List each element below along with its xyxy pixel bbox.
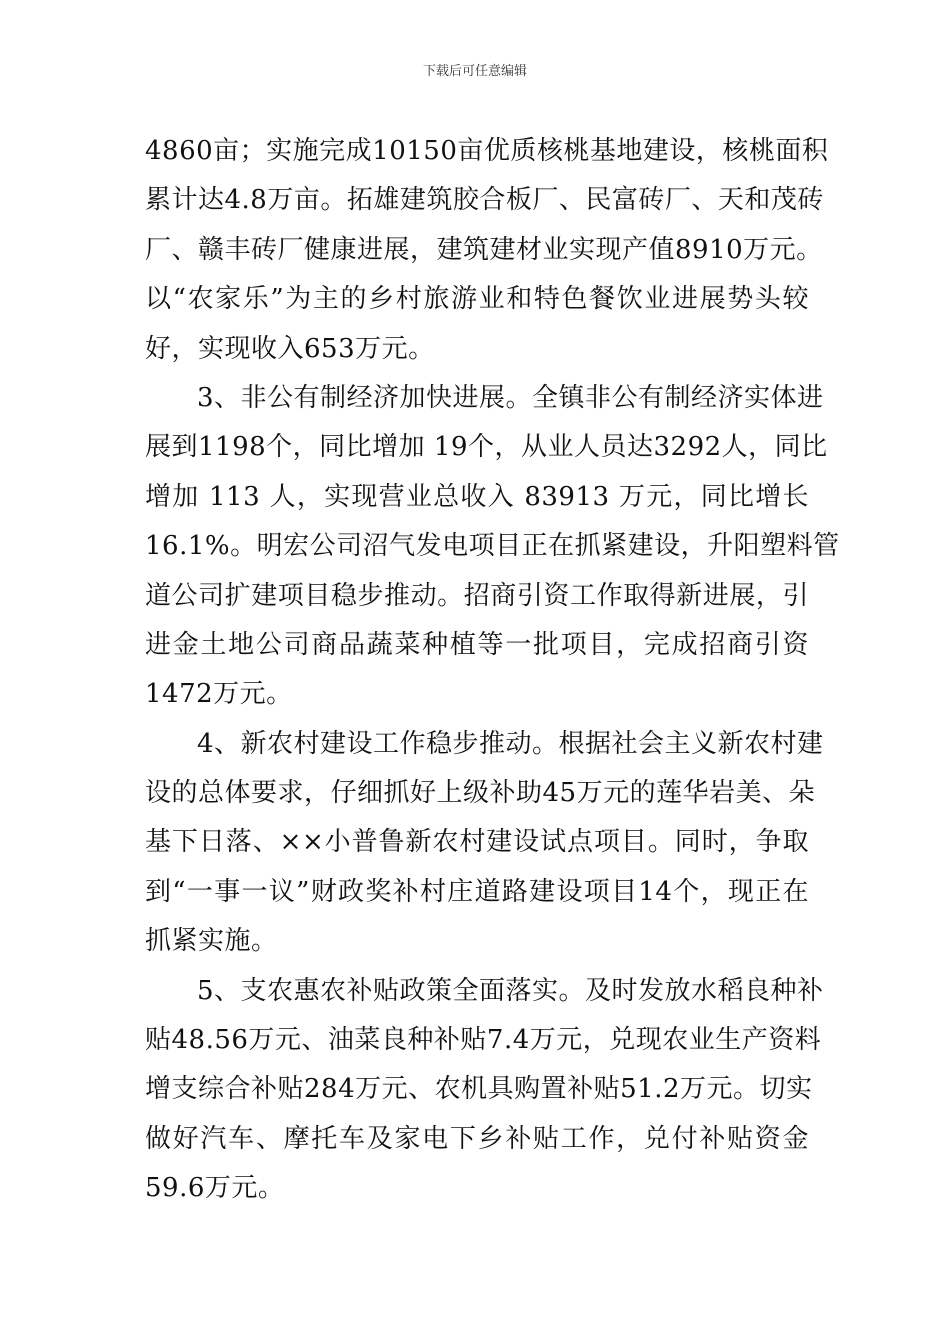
text-line: 4860亩；实施完成10150亩优质核桃基地建设，核桃面积 — [145, 136, 829, 166]
text-line: 展到1198个，同比增加 19个，从业人员达3292人，同比 — [145, 432, 828, 463]
text-line: 5、支农惠农补贴政策全面落实。及时发放水稻良种补 — [197, 975, 824, 1006]
text-line: 道公司扩建项目稳步推动。招商引资工作取得新进展，引 — [145, 580, 809, 611]
text-line: 贴48.56万元、油菜良种补贴7.4万元，兑现农业生产资料 — [145, 1025, 822, 1056]
text-line: 抓紧实施。 — [145, 926, 278, 957]
paragraph-2 — [145, 374, 840, 720]
text-line: 厂、赣丰砖厂健康进展，建筑建材业实现产值8910万元。 — [145, 234, 823, 265]
paragraph-1 — [145, 127, 829, 374]
text-line: 做好汽车、摩托车及家电下乡补贴工作，兑付补贴资金 — [145, 1123, 809, 1154]
text-line: 到“一事一议”财政奖补村庄道路建设项目14个，现正在 — [145, 876, 809, 907]
text-line: 设的总体要求，仔细抓好上级补助45万元的莲华岩美、朵 — [145, 778, 816, 809]
text-line: 累计达4.8万亩。拓雄建筑胶合板厂、民富砖厂、天和茂砖 — [145, 185, 824, 216]
text-line: 进金土地公司商品蔬菜种植等一批项目，完成招商引资 — [145, 629, 809, 660]
paragraph-3 — [145, 720, 824, 967]
text-line: 16.1%。明宏公司沼气发电项目正在抓紧建设，升阳塑料管 — [145, 531, 840, 562]
text-line: 增支综合补贴284万元、农机具购置补贴51.2万元。切实 — [145, 1074, 813, 1105]
text-line: 4、新农村建设工作稳步推动。根据社会主义新农村建 — [197, 728, 824, 759]
text-line: 以“农家乐”为主的乡村旅游业和特色餐饮业进展势头较 — [145, 284, 809, 315]
page-header-note: 下载后可任意编辑 — [422, 64, 527, 79]
paragraph-4 — [145, 967, 824, 1214]
text-line: 基下日落、××小普鲁新农村建设试点项目。同时，争取 — [145, 827, 809, 858]
text-line: 增加 113 人，实现营业总收入 83913 万元，同比增长 — [145, 481, 809, 512]
text-line: 59.6万元。 — [145, 1173, 285, 1204]
text-line: 好，实现收入653万元。 — [145, 333, 435, 364]
document-body — [145, 127, 840, 1214]
text-line: 3、非公有制经济加快进展。全镇非公有制经济实体进 — [197, 382, 824, 413]
text-line: 1472万元。 — [145, 679, 293, 710]
